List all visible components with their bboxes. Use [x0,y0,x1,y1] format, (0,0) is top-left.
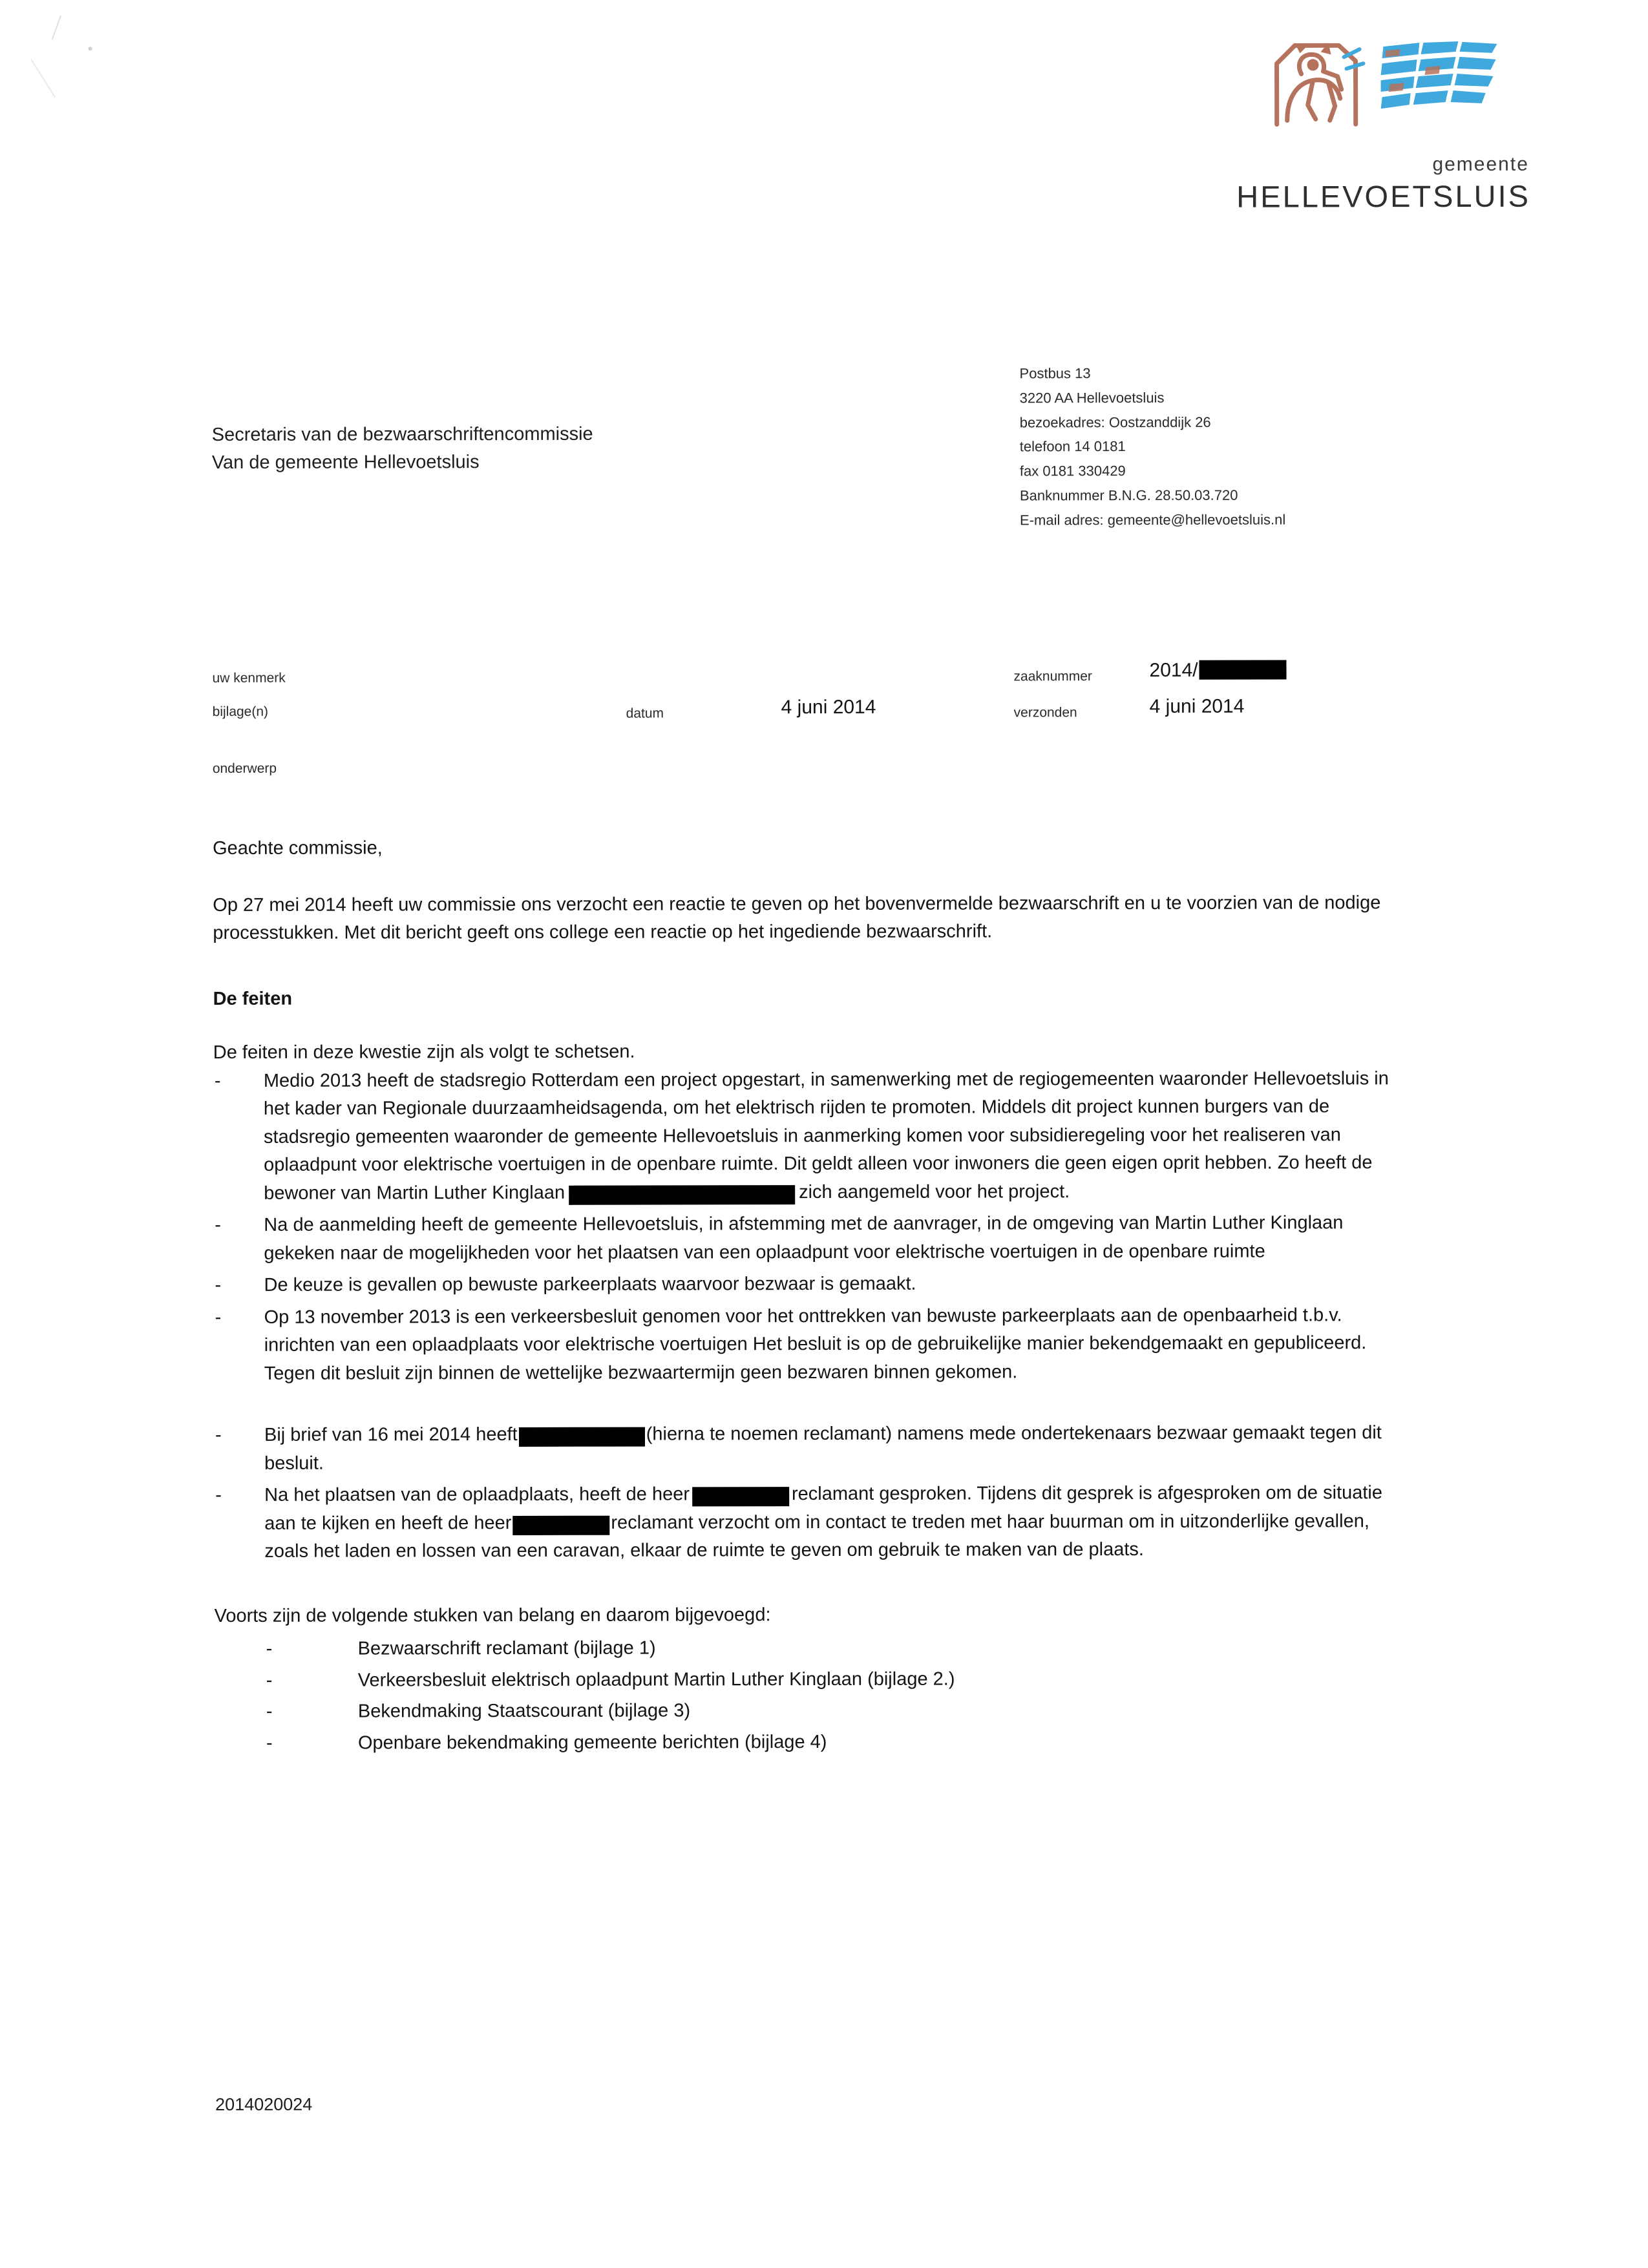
redaction-bar [692,1487,789,1506]
attachment-label: Openbare bekendmaking gemeente berichten (bijlage 4) [357,1731,827,1754]
attachments-intro: Voorts zijn de volgende stukken van belang en daarom bijgevoegd: [214,1604,771,1626]
logo-artwork [1261,30,1500,153]
fact-text-before: Bij brief van 16 mei 2014 heeft [264,1423,518,1445]
attachment-label: Verkeersbesluit elektrisch oplaadpunt Martin Luther Kinglaan (bijlage 2.) [357,1668,955,1691]
contact-postbus: Postbus 13 [1019,365,1091,382]
fact-text-after: (hierna te noemen reclamant) namens mede ondertekenaars bezwaar gemaakt tegen dit besluit. [264,1422,1382,1474]
attachment-label: Bezwaarschrift reclamant (bijlage 1) [357,1637,656,1659]
facts-intro: De feiten in deze kwestie zijn als volgt te schetsen. [213,1041,635,1063]
scan-artifact [30,17,121,98]
list-item [214,1301,1397,1388]
list-dash: - [266,1638,273,1659]
list-item [215,1633,1397,1663]
logo-gemeente-text: gemeente [1432,153,1529,176]
list-dash: - [215,1274,222,1296]
contact-visiting-address: bezoekadres: Oostzanddijk 26 [1019,414,1211,431]
list-dash: - [215,1214,221,1235]
uw-kenmerk-label: uw kenmerk [212,670,286,686]
scan-edge [0,0,1645,20]
contact-bank-account: Banknummer B.N.G. 28.50.03.720 [1019,487,1238,504]
redaction-bar [569,1185,795,1205]
redaction-bar [519,1427,645,1447]
bijlage-label: bijlage(n) [212,704,269,719]
fact-text-before: Medio 2013 heeft de stadsregio Rotterdam een project opgestart, in samenwerking met de regiogemeenten waaronder Hellevoetsluis in het kader van Regionale duurzaamheidsagenda, om het elektrisch rijden te promoten. Middels dit project kunnen burgers van de stadsregio gemeenten waaronder de gemeente Hellevoetsluis in aanmerking komen voor subsidieregeling voor het realiseren van oplaadpunt voor elektrische voertuigen in de openbare ruimte. Dit geldt alleen voor inwoners die geen eigen oprit hebben. Zo heeft de bewoner van Martin Luther Kinglaan [263,1067,1389,1204]
facts-list-second [214,1419,1397,1566]
intro-paragraph: Op 27 mei 2014 heeft uw commissie ons verzocht een reactie te geven op het bovenvermelde bezwaarschrift en u te voorzien van de nodige processtukken. Met dit bericht geeft ons college een reactie op het ingediende bezwaarschrift. [213,892,1381,943]
list-dash: - [266,1670,273,1691]
redaction-bar [512,1516,609,1535]
zaaknummer-label: zaaknummer [1013,669,1092,684]
list-item [215,1664,1397,1695]
addressee-line-2: Van de gemeente Hellevoetsluis [211,452,480,473]
datum-label: datum [626,706,664,721]
addressee-line-1: Secretaris van de bezwaarschriftencommissie [211,423,593,445]
fact-text: Op 13 november 2013 is een verkeersbesluit genomen voor het onttrekken van bewuste parkeerplaats aan de openbaarheid t.b.v. inrichten van een oplaadplaats voor elektrische voertuigen Het besluit is op de gebruikelijke manier bekendgemaakt en gepubliceerd. Tegen dit besluit zijn binnen de wettelijke bezwaartermijn geen bezwaren binnen gekomen. [264,1304,1367,1384]
sender-contact-block [1019,361,1285,533]
list-dash: - [215,1307,222,1328]
scan-speck [88,47,92,50]
paragraph-spacer [214,1389,1397,1422]
fact-text-before: Na het plaatsen van de oplaadplaats, heeft de heer [264,1484,690,1506]
list-item [213,1209,1396,1268]
contact-telephone: telefoon 14 0181 [1019,438,1126,455]
logo-municipality-name: HELLEVOETSLUIS [1236,178,1531,214]
onderwerp-label: onderwerp [212,761,277,776]
fact-text-mid: reclamant gesproken. Tijdens dit gesprek is afgesproken om de situatie aan te kijken en heeft de heer [264,1482,1383,1534]
facts-list [213,1065,1397,1388]
section-heading-de-feiten: De feiten [213,988,293,1009]
list-item [214,1419,1397,1478]
list-item [215,1696,1397,1726]
attachments-list [215,1633,1397,1758]
list-item [213,1065,1396,1208]
fact-text: Na de aanmelding heeft de gemeente Hellevoetsluis, in afstemming met de aanvrager, in de omgeving van Martin Luther Kinglaan gekeken naar de mogelijkheden voor het plaatsen van een oplaadpunt voor elektrische voertuigen in de openbare ruimte [264,1212,1344,1264]
verzonden-value: 4 juni 2014 [1149,695,1245,717]
document-number: 2014020024 [215,2094,313,2114]
list-item [215,1727,1397,1758]
list-item [213,1269,1396,1299]
list-dash: - [266,1701,273,1722]
salutation: Geachte commissie, [213,837,383,859]
list-dash: - [215,1484,222,1506]
addressee-block [212,421,593,477]
list-dash: - [215,1424,222,1445]
fact-text-after: zich aangemeld voor het project. [799,1181,1070,1202]
list-dash: - [266,1732,273,1754]
redaction-bar [1199,660,1287,680]
fact-text-after: reclamant verzocht om in contact te treden met haar buurman om in uitzonderlijke gevallen, zoals het laden en lossen van een caravan, elkaar de ruimte te geven om gebruik te maken van de plaats. [264,1510,1369,1562]
contact-postcode-city: 3220 AA Hellevoetsluis [1019,389,1165,406]
zaaknummer-value-wrap [1149,659,1286,681]
list-item [214,1479,1397,1566]
datum-value: 4 juni 2014 [781,696,876,719]
attachment-label: Bekendmaking Staatscourant (bijlage 3) [357,1700,691,1722]
contact-email: E-mail adres: gemeente@hellevoetsluis.nl [1019,511,1286,529]
letter-body [213,832,1397,1761]
fact-text: De keuze is gevallen op bewuste parkeerplaats waarvoor bezwaar is gemaakt. [264,1273,916,1296]
zaaknummer-value: 2014/ [1149,659,1198,681]
contact-fax: fax 0181 330429 [1019,463,1126,479]
verzonden-label: verzonden [1013,705,1077,720]
list-dash: - [214,1070,221,1091]
reference-fields [212,659,1395,776]
municipality-logo [1170,30,1533,215]
horse-and-rider-icon [1261,35,1400,132]
